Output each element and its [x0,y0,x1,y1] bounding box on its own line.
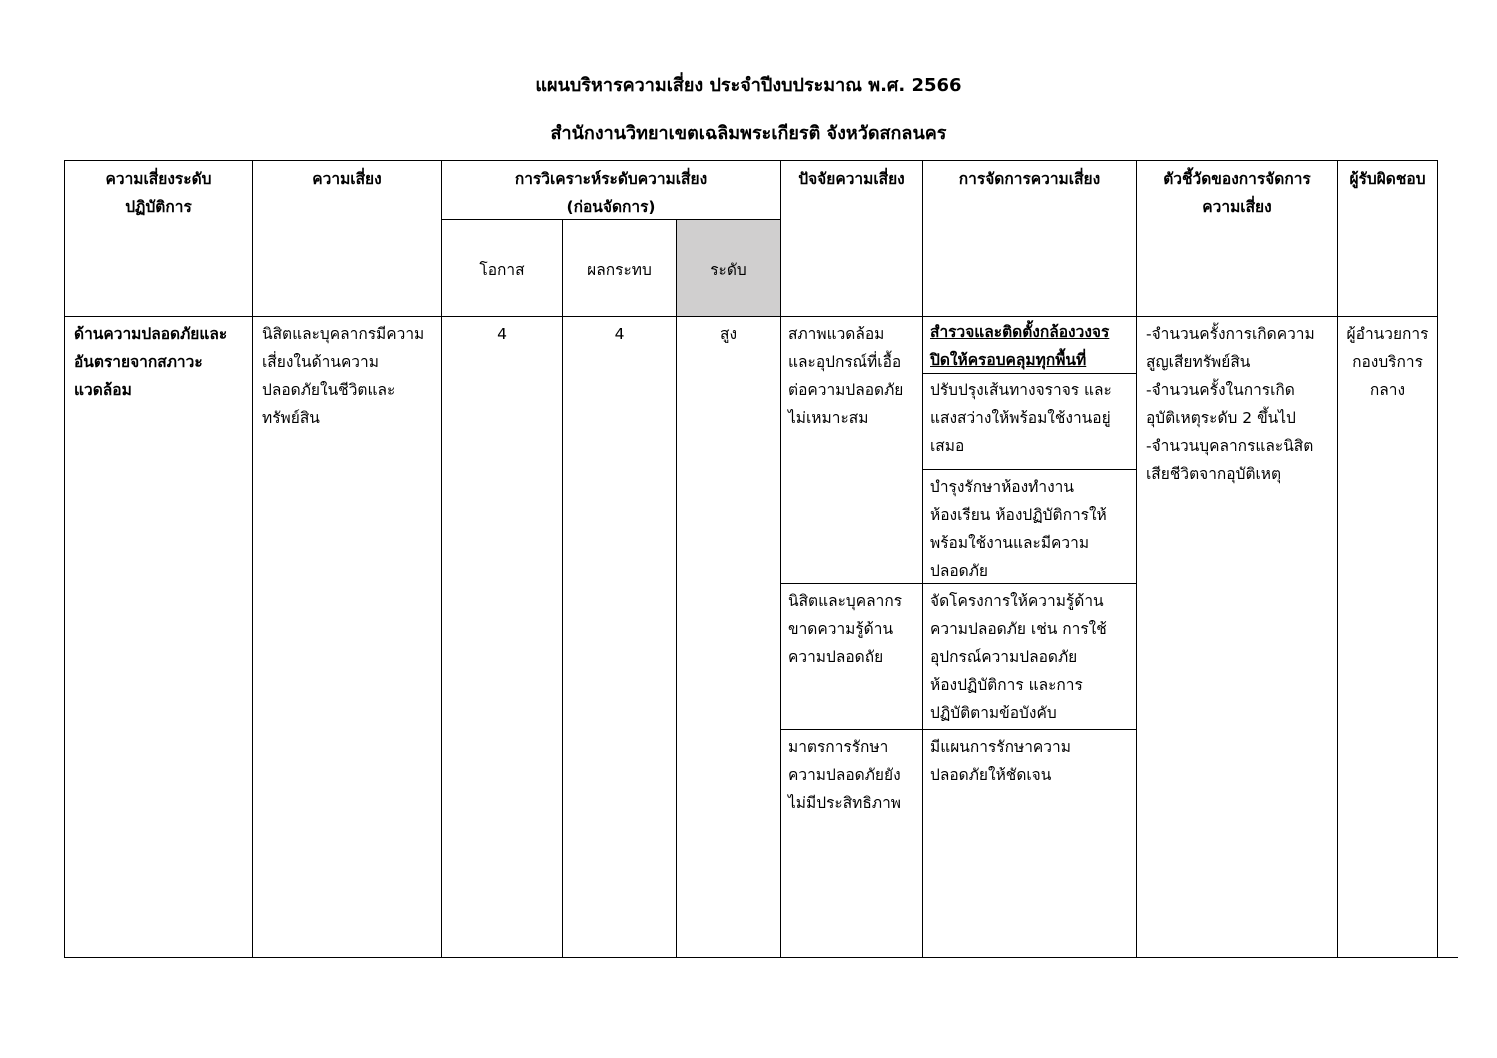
col-divider [922,160,923,958]
col-divider [252,160,253,958]
row-impact: 4 [614,325,625,343]
header-risk-analysis: การวิเคราะห์ระดับความเสี่ยง (ก่อนจัดการ) [514,170,708,216]
risk-factor-2: นิสิตและบุคลากร ขาดความรู้ด้าน ความปลอดถัย [788,592,903,666]
header-level: ระดับ [710,261,747,279]
col-divider [1136,160,1137,958]
management-item-1: สำรวจและติดตั้งกล้องวงจร ปิดให้ครอบคลุมทุกพื้นที่ [930,323,1110,369]
row-likelihood: 4 [497,325,507,343]
row-owner: ผู้อำนวยการ กองบริการ กลาง [1346,325,1429,399]
row-level: สูง [719,325,738,343]
row-risk: นิสิตและบุคลากรมีความ เสี่ยงในด้านความ ปลอดภัยในชีวิตและ ทรัพย์สิน [262,325,425,427]
header-operational-risk: ความเสี่ยงระดับ ปฏิบัติการ [105,170,212,216]
table-right-border [1437,160,1438,958]
header-impact: ผลกระทบ [587,261,652,279]
header-risk-factors: ปัจจัยความเสี่ยง [798,170,905,188]
page-subtitle: สำนักงานวิทยาเขตเฉลิมพระเกียรติ จังหวัดสกลนคร [550,123,947,144]
row-category: ด้านความปลอดภัยและ อันตรายจากสภาวะ แวดล้อม [74,325,228,399]
management-item-5: มีแผนการรักษาความ ปลอดภัยให้ชัดเจน [930,738,1071,784]
management-item-2: ปรับปรุงเส้นทางจราจร และ แสงสว่างให้พร้อมใช้งานอยู่ เสมอ [930,381,1112,455]
management-item-3: บำรุงรักษาห้องทำงาน ห้องเรียน ห้องปฏิบัติการให้ พร้อมใช้งานและมีความ ปลอดภัย [930,478,1107,580]
table-top-border [64,160,1438,161]
header-risk-management: การจัดการความเสี่ยง [958,170,1101,188]
header-likelihood: โอกาส [479,261,525,279]
col-divider [780,160,781,958]
risk-factor-3: มาตรการรักษา ความปลอดภัยยัง ไม่มีประสิทธิภาพ [788,738,901,812]
management-item-4: จัดโครงการให้ความรู้ด้าน ความปลอดภัย เช่น การใช้ อุปกรณ์ความปลอดภัย ห้องปฏิบัติการ และการ ปฏิบัติตามข้อบังคับ [930,592,1107,722]
header-risk: ความเสี่ยง [312,170,382,188]
table-bottom-border [64,957,1458,958]
mgmt-divider-2 [922,469,1136,470]
risk-factor-1: สภาพแวดล้อม และอุปกรณ์ที่เอื้อ ต่อความปลอดภัย ไม่เหมาะสม [788,325,904,427]
page-title: แผนบริหารความเสี่ยง ประจำปีงบประมาณ พ.ศ. 2566 [535,75,962,96]
factor-divider-2 [780,729,1136,730]
col-divider [1337,160,1338,958]
header-bottom-border [64,316,1438,317]
header-indicators: ตัวชี้วัดของการจัดการ ความเสี่ยง [1163,170,1311,216]
table-left-border [64,160,65,958]
row-indicators: -จำนวนครั้งการเกิดความ สูญเสียทรัพย์สิน -จำนวนครั้งในการเกิด อุบัติเหตุระดับ 2 ขึ้นไป -จำนวนบุคลากรและนิสิต เสียชีวิตจากอุบัติเหตุ [1146,325,1315,483]
header-owner: ผู้รับผิดชอบ [1349,170,1426,188]
